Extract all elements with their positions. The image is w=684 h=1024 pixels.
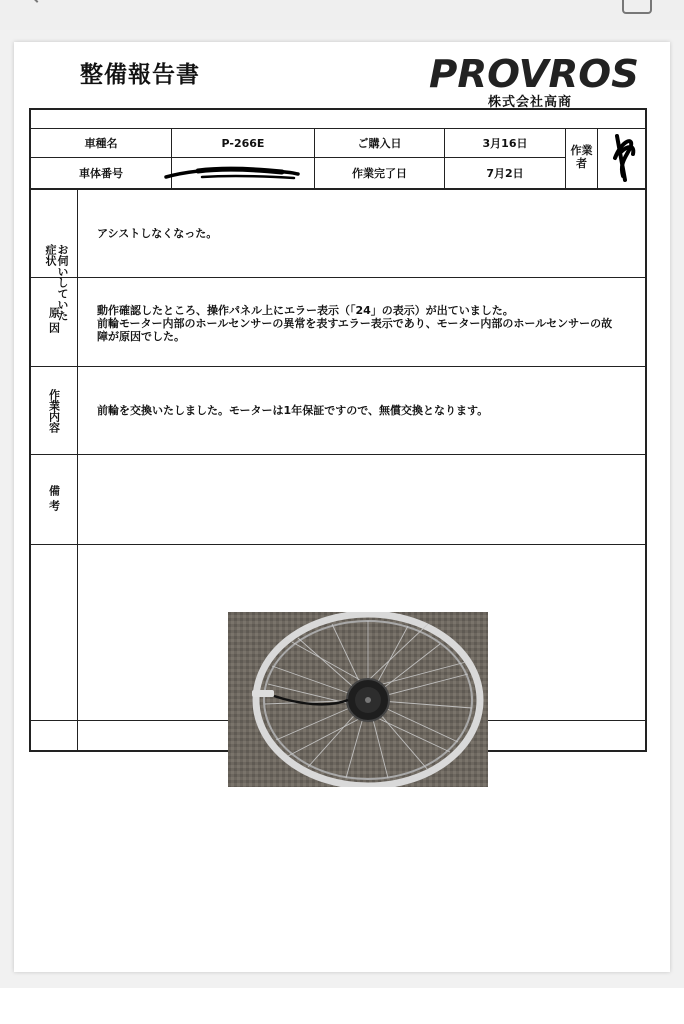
cause-text [97, 304, 653, 343]
chevron-left-icon[interactable] [27, 0, 47, 3]
worker-signature [603, 132, 641, 186]
cause-label [31, 278, 77, 366]
cause-line-1: 動作確認したところ、操作パネル上にエラー表示（「24」の表示）が出ていました。 [97, 304, 514, 317]
provros-logo [426, 54, 642, 94]
company-name: 株式会社高商 [488, 95, 573, 110]
svg-text:PROVROS: PROVROS [429, 54, 639, 94]
cause-line-3: 障が原因でした。 [97, 330, 185, 343]
tabs-icon[interactable] [622, 0, 652, 14]
notes-label [31, 455, 77, 544]
bottom-bar [0, 988, 684, 1024]
completion-date-label: 作業完了日 [352, 167, 407, 180]
browser-toolbar [0, 0, 684, 30]
redaction-scribble [162, 160, 302, 186]
worker-label: 作業者 [570, 144, 593, 170]
vehicle-number-label: 車体番号 [79, 167, 123, 180]
symptom-text: アシストしなくなった。 [97, 227, 218, 240]
vehicle-name-label: 車種名 [84, 137, 118, 150]
purchase-date-label: ご購入日 [357, 137, 402, 150]
work-label-text: 作業内容 [47, 388, 61, 433]
notes-label-text: 備考 [47, 484, 61, 515]
vehicle-name-value: P-266E [221, 136, 265, 150]
document-title: 整備報告書 [80, 62, 200, 88]
work-text: 前輪を交換いたしました。モーターは1年保証ですので、無償交換となります。 [97, 404, 489, 417]
work-label [31, 367, 77, 454]
cause-label-text: 原因 [47, 307, 61, 337]
purchase-date-value: 3月16日 [482, 137, 528, 150]
completion-date-value: 7月2日 [486, 167, 524, 180]
cause-line-2: 前輪モーター内部のホールセンサーの異常を表すエラー表示であり、モーター内部のホールセンサーの故 [97, 317, 613, 330]
front-wheel-hub-motor-photo [228, 612, 488, 787]
symptom-label-text: お伺いしていた症状 [44, 244, 69, 321]
document-page [14, 42, 670, 972]
report-form [29, 108, 647, 752]
